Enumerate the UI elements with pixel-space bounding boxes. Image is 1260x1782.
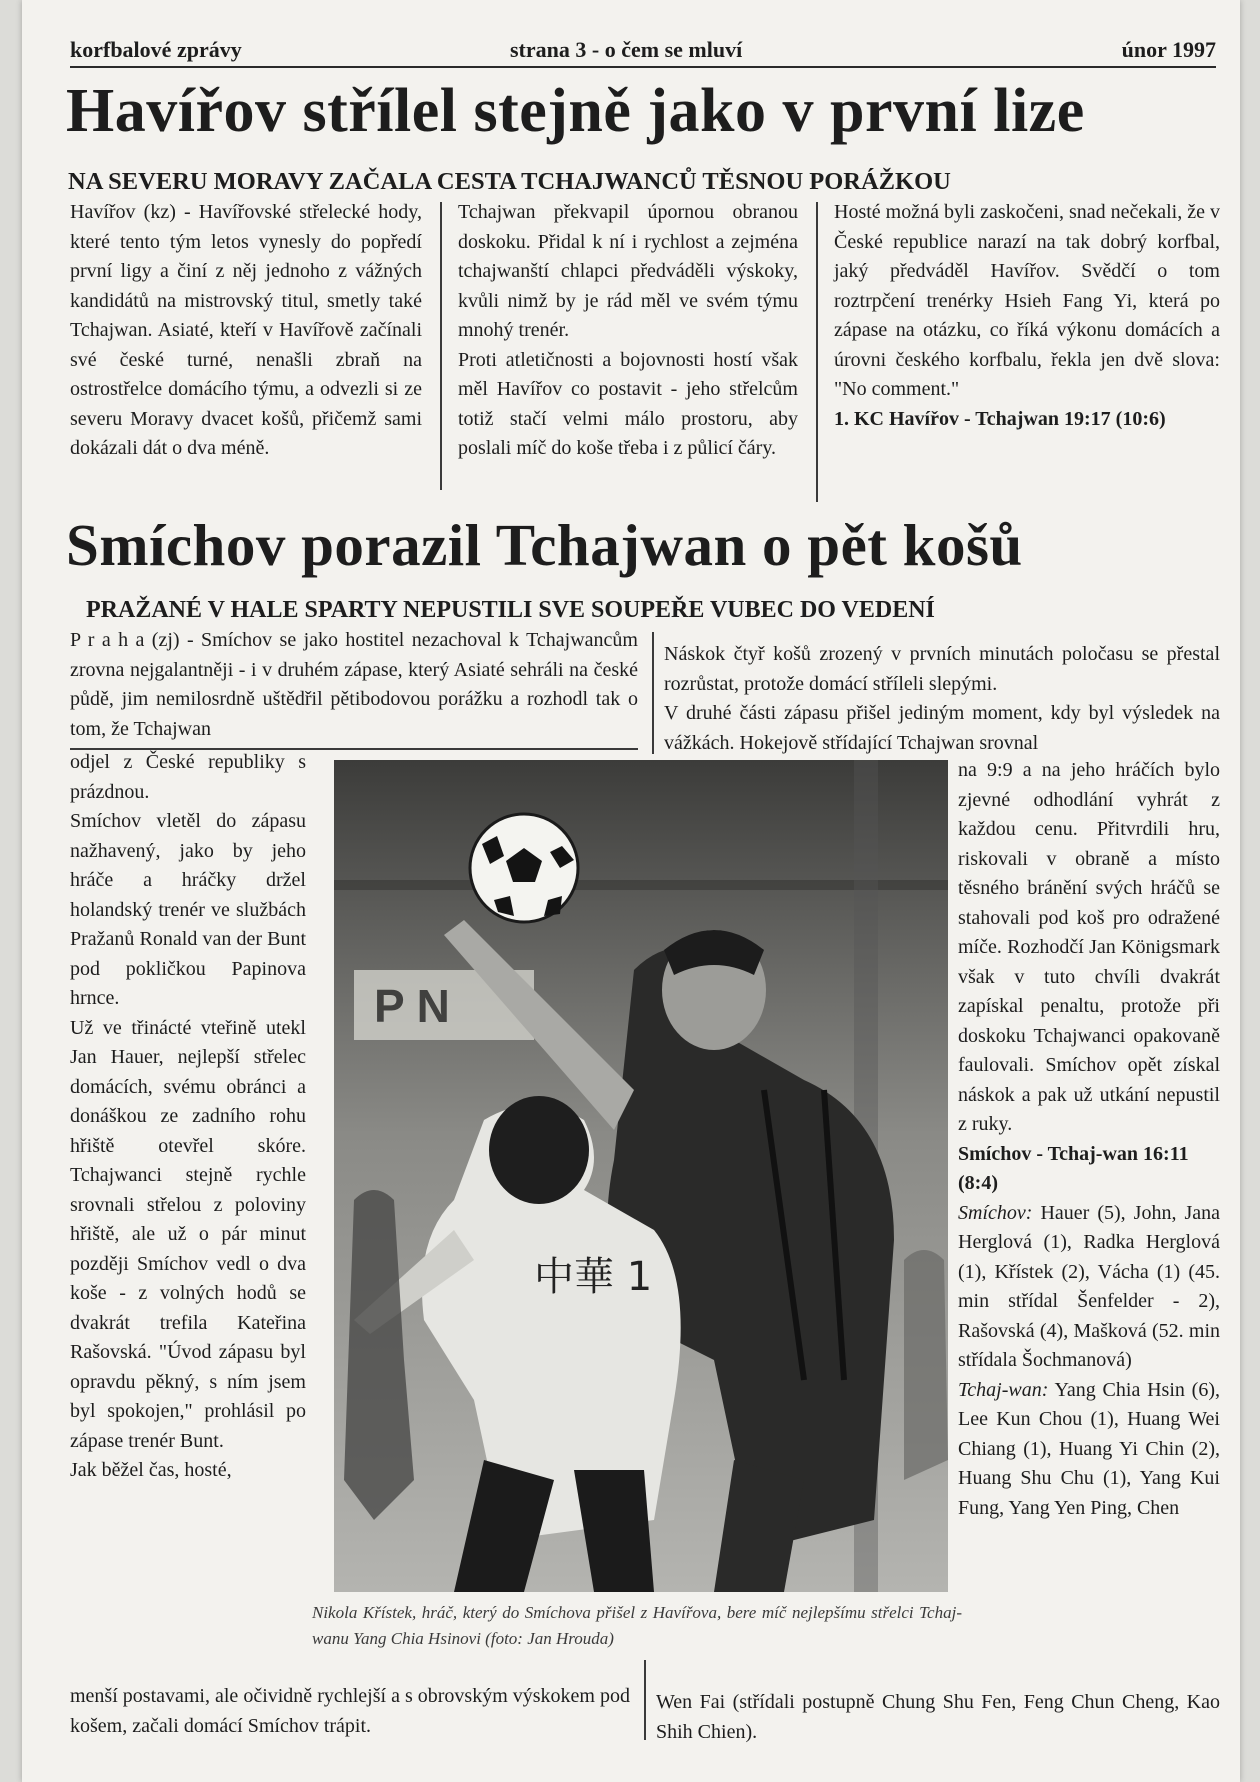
article2-bottom-left [70,1682,630,1741]
article2-bottom-left-text: menší postavami, ale očividně rychlejší a s obrovským výskokem pod košem, začali domácí Smíchov trápit. [70,1685,630,1737]
article1-col1-text: Havířov (kz) - Havířovské střelecké hody, které tento tým letos vynesly do popředí první ligy a činí z něj jednoho z vážných kandidátů na mistrovský titul, smetly také Tchajwan. Asiaté, kteří v Havířově začínali své české turné, nenašli zbraň na ostrostřelce domácího týmu, a odvezli si ze severu Moravy dvacet košů, přičemž sami dokázali dát o dva méně. [70,201,422,459]
column-rule [816,202,818,502]
article1-column-2 [458,198,798,464]
article2-bottom-right [656,1688,1220,1747]
page-section: strana 3 - o čem se mluví [510,37,743,62]
match-photo-image [334,760,948,1592]
article1-column-1 [70,198,422,464]
article1-col2b-text: Proti atletičnosti a bojovnosti hostí však měl Havířov co postavit - jeho střelcům totiž stačí velmi málo prostoru, aby poslali míč do koše třeba i z půlicí čáry. [458,348,798,459]
article2-left-column [70,748,306,1486]
article2-left-p2: Smíchov vletěl do zápasu nažhavený, jako by jeho hráče a hráčky držel holandský trenér ve službách Pražanů Ronald van der Bunt pod pokličkou Papinova hrnce. [70,810,306,1009]
article2-lineup-tchajwan [958,1376,1220,1524]
lineup-team-tchajwan: Tchaj-wan: [958,1378,1049,1401]
article1-result: 1. KC Havířov - Tchajwan 19:17 (10:6) [834,407,1166,430]
article1-col2-text: Tchajwan překvapil úpornou obranou doskoku. Přidal k ní i rychlost a zejména tchajwanští chlapci předváděli výskoky, kvůli nimž by je rád měl ve svém týmu mnohý trenér. [458,201,798,341]
article2-top-right-p1: Náskok čtyř košů zrozený v prvních minutách poločasu se přestal rozrůstat, protože domácí stříleli slepými. [664,643,1220,695]
column-rule [644,1660,646,1740]
article2-right-text: na 9:9 a na jeho hráčích bylo zjevné odhodlání vyhrát z každou cenu. Přitvrdili hru, riskovali v obraně a místo těsného bránění svých hráčů se stahovali pod koš pro odražené míče. Rozhodčí Jan Königsmark však v tuto chvíli dvakrát zapískal penaltu, protože při doskoku Tchajwanci opakovaně faulovali. Smíchov opět získal náskok a pak už utkání nepustil z ruky. [958,759,1220,1135]
article2-subhead: PRAŽANÉ V HALE SPARTY NEPUSTILI SVE SOUPEŘE VUBEC DO VEDENÍ [86,597,935,623]
page-header [70,36,1216,68]
jersey-number: 中華 1 [534,1254,653,1300]
article2-top-right-p2: V druhé části zápasu přišel jediným moment, kdy byl výsledek na vážkách. Hokejově střídající Tchajwan srovnal [664,702,1220,754]
article1-col3-text: Hosté možná byli zaskočeni, snad nečekali, že v České republice narazí na tak dobrý korfbal, jaký předváděl Havířov. Svědčí o tom roztrpčení trenérky Hsieh Fang Yi, která po zápase na otázku, co říká výkonu domácích a úrovni českého korfbalu, řekla jen dvě slova: "No comment." [834,201,1220,400]
lineup-tchajwan-players: Yang Chia Hsin (6), Lee Kun Chou (1), Huang Wei Chiang (1), Huang Yi Chin (2), Huang Shu Chu (1), Yang Kui Fung, Yang Yen Ping, Chen [958,1378,1220,1519]
article2-top-right [664,640,1220,758]
column-rule [652,632,654,754]
article2-intro-text: P r a h a (zj) - Smíchov se jako hostitel nezachoval k Tchajwancům zrovna nejgalantněji - i v druhém zápase, který Asiaté sehráli na české půdě, jim nemilosrdně uštědřil pětibodovou porážku a rozhodl tak o tom, že Tchajwan [70,629,638,740]
svg-text:P N: P N [374,980,450,1032]
article1-subhead: NA SEVERU MORAVY ZAČALA CESTA TCHAJWANCŮ TĚSNOU PORÁŽKOU [68,168,951,195]
column-rule [440,202,442,490]
article2-left-p3: Už ve třinácté vteřině utekl Jan Hauer, nejlepší střelec domácích, svému obránci a donáškou ze zadního rohu hřiště otevřel skóre. Tchajwanci stejně rychle srovnali střelou z poloviny hřiště, ale už o pár minut později Smíchov vedl o dva koše - z volných hodů se dvakrát trefila Kateřina Rašovská. "Úvod zápasu byl opravdu pěkný, s ním jsem byl spokojen," prohlásil po zápase trenér Bunt. [70,1016,306,1452]
issue-date: únor 1997 [1121,37,1216,62]
article2-intro [70,626,638,744]
newspaper-page [22,0,1240,1782]
article2-lineup-smichov [958,1199,1220,1376]
lineup-smichov-players: Hauer (5), John, Jana Herglová (1), Radka Herglová (1), Křístek (2), Vácha (1) (45. min střídal Šenfelder - 2), Rašovská (4), Mašková (52. min střídala Šochmanová) [958,1201,1220,1371]
article1-column-3 [834,198,1220,434]
article2-bottom-right-text: Wen Fai (střídali postupně Chung Shu Fen, Feng Chun Cheng, Kao Shih Chien). [656,1691,1220,1743]
match-photo [334,760,948,1592]
article2-headline: Smíchov porazil Tchajwan o pět košů [66,512,1023,578]
photo-caption: Nikola Křístek, hráč, který do Smíchova přišel z Havířova, bere míč nejlepšímu střelci Tchaj-wanu Yang Chia Hsinovi (foto: Jan Hrouda) [312,1603,962,1648]
lineup-team-smichov: Smíchov: [958,1201,1033,1224]
publication-name: korfbalové zprávy [70,37,242,62]
article2-result: Smíchov - Tchaj-wan 16:11 (8:4) [958,1142,1189,1194]
article2-left-p4: Jak běžel čas, hosté, [70,1459,232,1481]
article1-headline: Havířov střílel stejně jako v první lize [66,77,1085,145]
article2-left-p1: odjel z České republiky s prázdnou. [70,751,306,803]
article2-right-column [958,756,1220,1523]
